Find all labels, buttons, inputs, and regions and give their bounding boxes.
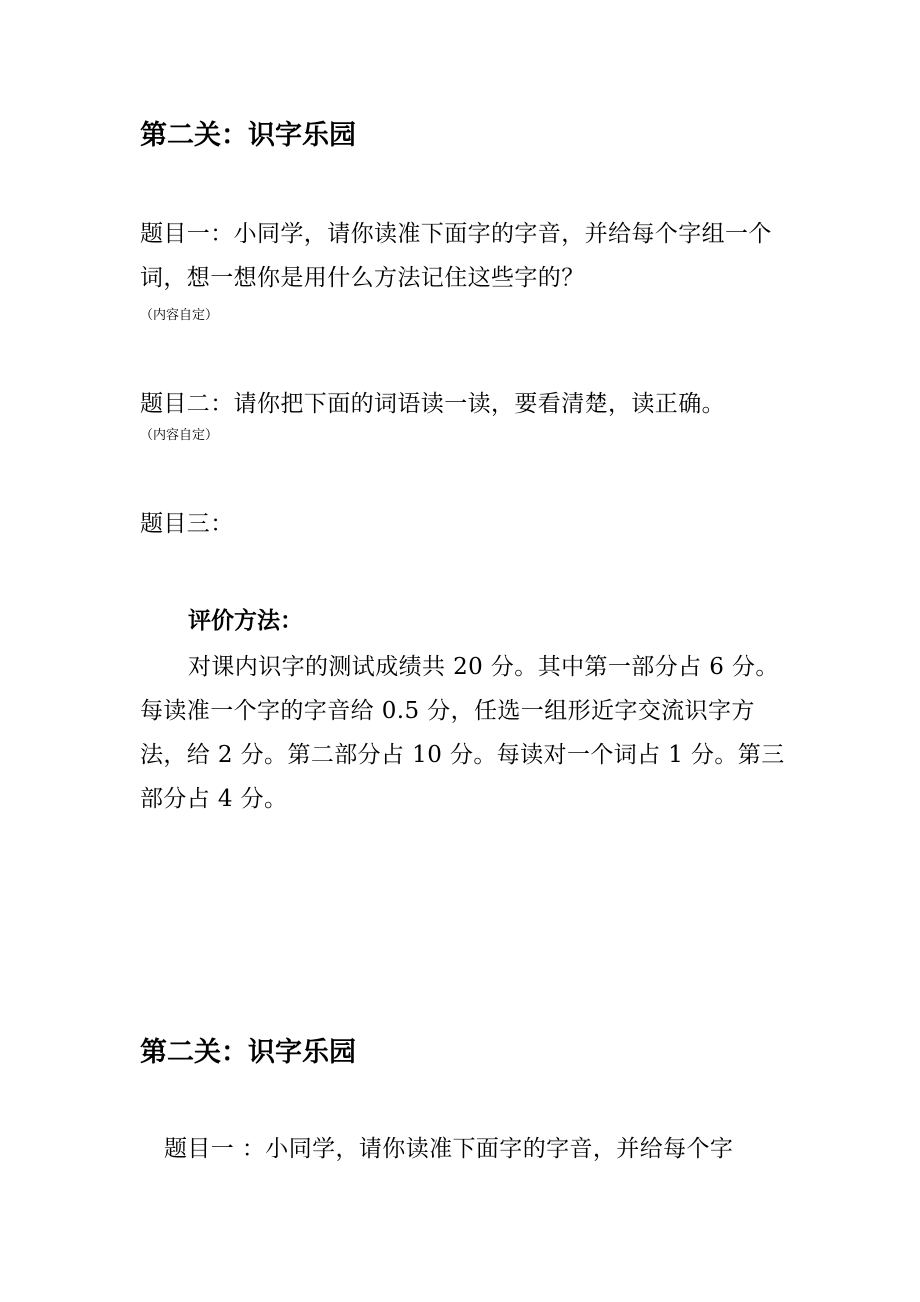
question-one: 题目一：小同学，请你读准下面字的字音，并给每个字组一个词，想一想你是用什么方法记住这些字的？: [140, 221, 772, 291]
question-one-note: （内容自定）: [140, 308, 219, 323]
question-three: 题目三：: [140, 511, 234, 537]
section-heading-repeat: 第二关：识字乐园: [140, 1037, 356, 1068]
evaluation-body: 对课内识字的测试成绩共 20 分。其中第一部分占 6 分。每读准一个字的字音给 0.5 分，任选一组形近字交流识字方法，给 2 分。第二部分占 10 分。每读对一个词占 1 分。第三部分占 4 分。: [140, 654, 785, 812]
question-two-note: （内容自定）: [140, 428, 219, 443]
question-two: 题目二：请你把下面的词语读一读，要看清楚，读正确。: [140, 391, 725, 417]
section-heading: 第二关：识字乐园: [140, 120, 356, 151]
question-one-repeat: 题目一 ：小同学，请你读准下面字的字音，并给每个字: [164, 1136, 734, 1162]
evaluation-title: 评价方法：: [188, 607, 303, 634]
